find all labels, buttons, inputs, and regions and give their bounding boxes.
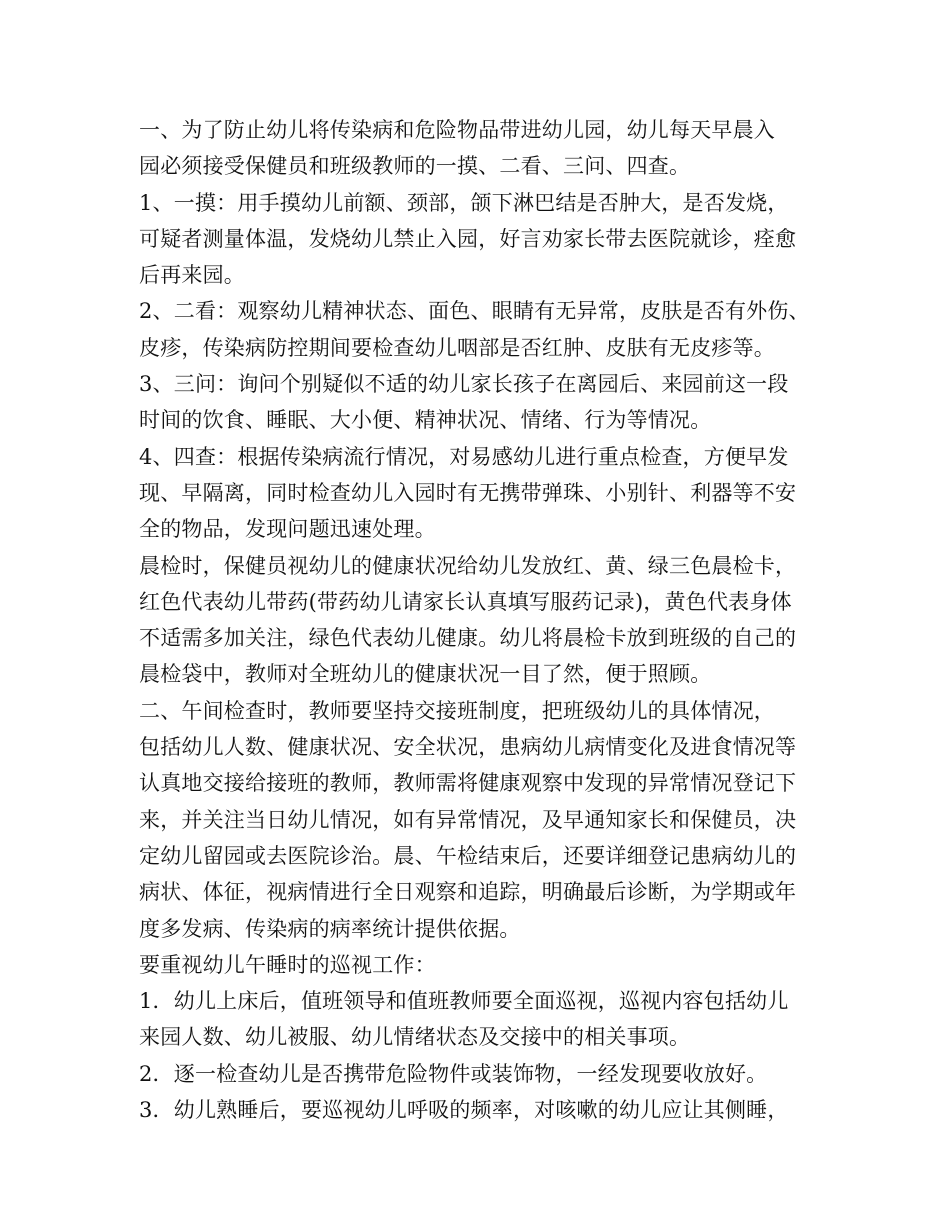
text-line: 2、二看：观察幼儿精神状态、面色、眼睛有无异常，皮肤是否有外伤、 — [139, 299, 810, 324]
text-line: 度多发病、传染病的病率统计提供依据。 — [139, 916, 521, 941]
text-line: 3、三问：询问个别疑似不适的幼儿家长孩子在离园后、来园前这一段 — [139, 372, 789, 397]
text-line: 不适需多加关注，绿色代表幼儿健康。幼儿将晨检卡放到班级的自己的 — [139, 626, 797, 651]
text-line: 皮疹，传染病防控期间要检查幼儿咽部是否红肿、皮肤有无皮疹等。 — [139, 335, 775, 360]
text-line: 2．逐一检查幼儿是否携带危险物件或装饰物，一经发现要收放好。 — [139, 1061, 768, 1086]
text-line: 后再来园。 — [139, 263, 245, 288]
text-line: 园必须接受保健员和班级教师的一摸、二看、三问、四查。 — [139, 154, 691, 179]
text-line: 1、一摸：用手摸幼儿前额、颈部，颌下淋巴结是否肿大，是否发烧， — [139, 190, 789, 215]
text-line: 全的物品，发现问题迅速处理。 — [139, 517, 436, 542]
text-line: 时间的饮食、睡眠、大小便、精神状况、情绪、行为等情况。 — [139, 408, 712, 433]
text-line: 病状、体征，视病情进行全日观察和追踪，明确最后诊断，为学期或年 — [139, 880, 797, 905]
text-line: 红色代表幼儿带药(带药幼儿请家长认真填写服药记录)，黄色代表身体 — [139, 589, 792, 614]
text-line: 1．幼儿上床后，值班领导和值班教师要全面巡视，巡视内容包括幼儿 — [139, 989, 789, 1014]
text-line: 来园人数、幼儿被服、幼儿情绪状态及交接中的相关事项。 — [139, 1025, 691, 1050]
text-line: 晨检时，保健员视幼儿的健康状况给幼儿发放红、黄、绿三色晨检卡， — [139, 553, 797, 578]
text-line: 一、为了防止幼儿将传染病和危险物品带进幼儿园，幼儿每天早晨入 — [139, 118, 775, 142]
document-body — [139, 112, 829, 1128]
text-line: 3．幼儿熟睡后，要巡视幼儿呼吸的频率，对咳嗽的幼儿应让其侧睡， — [139, 1098, 789, 1123]
text-line: 现、早隔离，同时检查幼儿入园时有无携带弹珠、小别针、利器等不安 — [139, 480, 797, 505]
text-line: 认真地交接给接班的教师，教师需将健康观察中发现的异常情况登记下 — [139, 771, 797, 796]
text-line: 二、午间检查时，教师要坚持交接班制度，把班级幼儿的具体情况， — [139, 698, 775, 723]
text-line: 4、四查：根据传染病流行情况，对易感幼儿进行重点检查，方便早发 — [139, 444, 789, 469]
text-line: 晨检袋中，教师对全班幼儿的健康状况一目了然，便于照顾。 — [139, 662, 712, 687]
text-line: 要重视幼儿午睡时的巡视工作： — [139, 952, 436, 977]
text-line: 定幼儿留园或去医院诊治。晨、午检结束后，还要详细登记患病幼儿的 — [139, 843, 797, 868]
text-line: 来，并关注当日幼儿情况，如有异常情况，及早通知家长和保健员，决 — [139, 807, 797, 832]
text-line: 包括幼儿人数、健康状况、安全状况，患病幼儿病情变化及进食情况等 — [139, 735, 797, 760]
text-line: 可疑者测量体温，发烧幼儿禁止入园，好言劝家长带去医院就诊，痊愈 — [139, 226, 797, 251]
